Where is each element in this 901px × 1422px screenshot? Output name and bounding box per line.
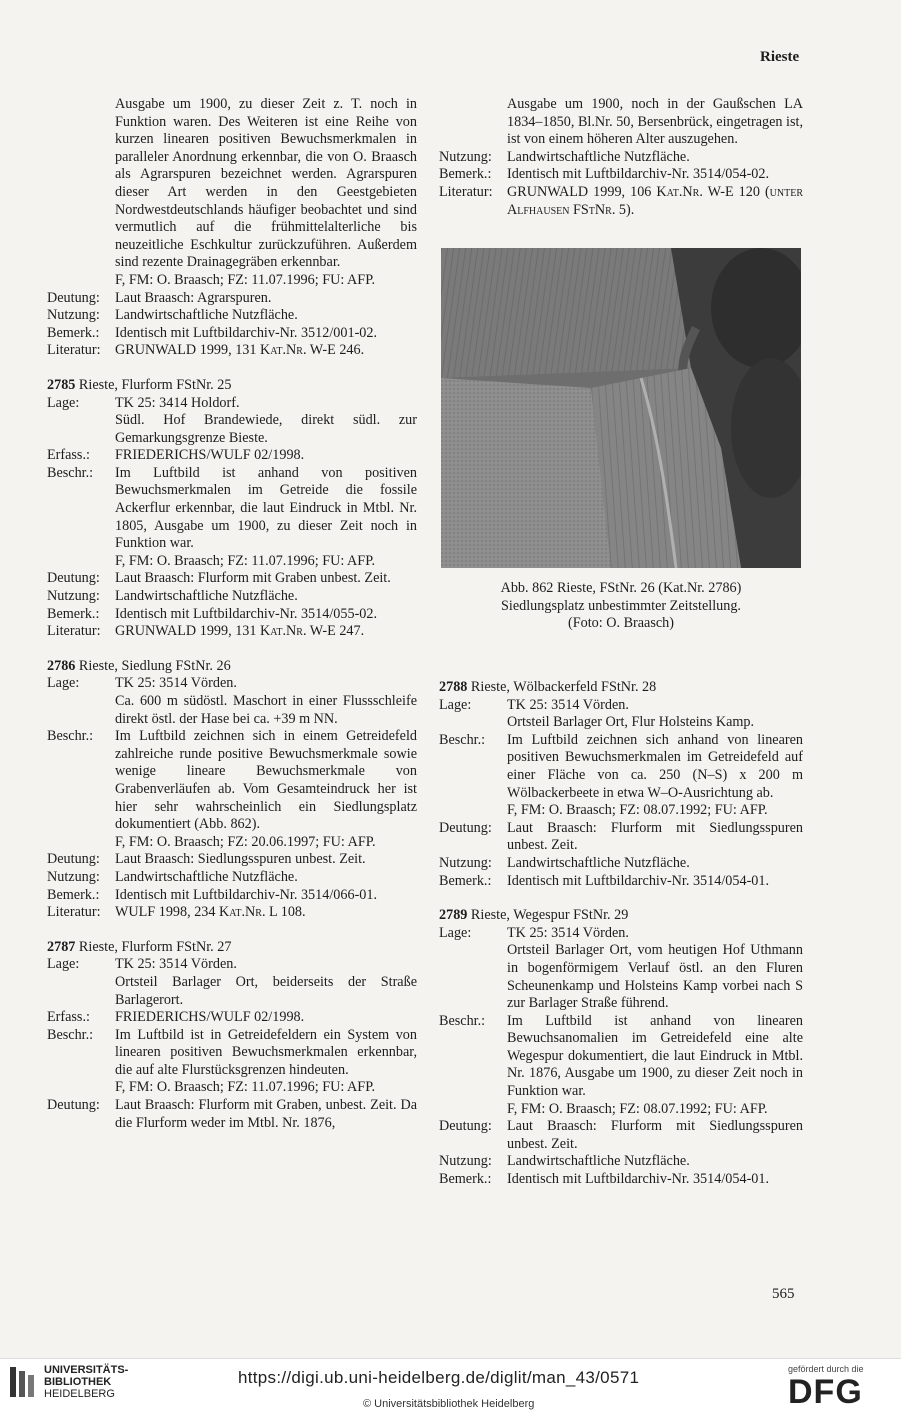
row-value: Im Luftbild ist anhand von linearen Bewuchsanomalien im Getreidefeld eine alte Wegespur dokumentiert, die laut Eindruck in Mtbl. Nr. 1876, Ausgabe um 1900, zu dieser Zeit noch in Funktion war. bbox=[507, 1012, 803, 1100]
row-label: Deutung: bbox=[439, 1118, 492, 1135]
row-label: Deutung: bbox=[47, 289, 100, 306]
entry-row bbox=[47, 675, 417, 693]
row-label: Deutung: bbox=[439, 819, 492, 836]
entry-row bbox=[47, 325, 417, 343]
row-label: Nutzung: bbox=[439, 1153, 492, 1170]
row-label: Literatur: bbox=[439, 183, 493, 200]
ub-line: BIBLIOTHEK bbox=[44, 1376, 112, 1388]
entry-row bbox=[47, 1009, 417, 1027]
row-label: Lage: bbox=[47, 675, 80, 692]
field-credit: F, FM: O. Braasch; FZ: 08.07.1992; FU: AFP. bbox=[507, 802, 768, 819]
field-credit: F, FM: O. Braasch; FZ: 08.07.1992; FU: AFP. bbox=[507, 1100, 768, 1117]
figure-caption bbox=[441, 580, 801, 633]
row-label: Beschr.: bbox=[47, 1026, 94, 1043]
row-label: Literatur: bbox=[47, 623, 101, 640]
row-label: Nutzung: bbox=[439, 148, 492, 165]
row-label: Nutzung: bbox=[439, 854, 492, 871]
entry-row bbox=[47, 956, 417, 974]
row-label: Bemerk.: bbox=[47, 886, 100, 903]
entry-number: 2787 bbox=[47, 938, 76, 955]
row-continuation: Ca. 600 m südöstl. Maschort in einer Flussschleife direkt östl. der Hase bei ca. +39 m NN. bbox=[115, 693, 417, 727]
entry-row bbox=[439, 820, 803, 855]
caption-line: Siedlungsplatz unbestimmter Zeitstellung. bbox=[501, 597, 741, 614]
entry-row bbox=[47, 290, 417, 308]
row-label: Deutung: bbox=[47, 851, 100, 868]
row-continuation: Ortsteil Barlager Ort, beiderseits der Straße Barlagerort. bbox=[115, 973, 417, 1008]
row-continuation: Ortsteil Barlager Ort, Flur Holsteins Kamp. bbox=[507, 714, 755, 731]
row-label: Deutung: bbox=[47, 570, 100, 587]
entry-row bbox=[47, 1097, 417, 1132]
row-value: Identisch mit Luftbildarchiv-Nr. 3514/055-02. bbox=[115, 605, 378, 622]
entry-heading-2787 bbox=[47, 939, 417, 957]
entry-row bbox=[439, 184, 803, 219]
ub-line: UNIVERSITÄTS- bbox=[44, 1364, 129, 1376]
row-value: Identisch mit Luftbildarchiv-Nr. 3514/054-02. bbox=[507, 166, 770, 183]
row-value: TK 25: 3514 Vörden. bbox=[507, 696, 629, 713]
row-value: Landwirtschaftliche Nutzfläche. bbox=[115, 307, 298, 324]
entry-row bbox=[439, 1153, 803, 1171]
row-label: Beschr.: bbox=[439, 1012, 486, 1029]
document-url[interactable]: https://digi.ub.uni-heidelberg.de/diglit/man_43/0571 bbox=[238, 1368, 640, 1387]
entry-row bbox=[47, 623, 417, 641]
row-value: Laut Braasch: Flurform mit Graben unbest. Zeit. bbox=[115, 570, 391, 587]
running-title: Rieste bbox=[760, 49, 800, 65]
entry-row bbox=[439, 149, 803, 167]
row-value: Laut Braasch: Agrarspuren. bbox=[115, 289, 272, 306]
entry-row bbox=[439, 166, 803, 184]
entry-row bbox=[47, 887, 417, 905]
field-credit: F, FM: O. Braasch; FZ: 11.07.1996; FU: AFP. bbox=[115, 1079, 376, 1096]
row-value: Im Luftbild zeichnen sich in einem Getreidefeld zahlreiche runde positive Bewuchsmerkmale sowie wenige lineare Bewuchsmerkmale von Grabenverläufen ab. Vom Gesamteindruck her ist hier sehr wahrscheinlich ein Siedlungsplatz dokumentiert (Abb. 862). bbox=[115, 728, 417, 833]
row-value: Landwirtschaftliche Nutzfläche. bbox=[115, 588, 298, 605]
row-label: Nutzung: bbox=[47, 307, 100, 324]
entry-heading-2785 bbox=[47, 377, 417, 395]
caption-line: Abb. 862 Rieste, FStNr. 26 (Kat.Nr. 2786) bbox=[500, 580, 742, 596]
right-column-top bbox=[439, 96, 803, 219]
row-value: TK 25: 3514 Vörden. bbox=[115, 675, 237, 692]
entry-title: Rieste, Wölbackerfeld FStNr. 28 bbox=[470, 679, 657, 695]
row-continuation: Südl. Hof Brandewiede, direkt südl. zur Gemarkungsgrenze Bieste. bbox=[115, 412, 417, 446]
entry-row bbox=[439, 873, 803, 891]
entry-row bbox=[439, 855, 803, 873]
row-value: FRIEDERICHS/WULF 02/1998. bbox=[115, 447, 305, 464]
entry-row bbox=[47, 570, 417, 588]
caption-line: (Foto: O. Braasch) bbox=[568, 615, 674, 632]
row-value: Laut Braasch: Flurform mit Siedlungsspuren unbest. Zeit. bbox=[507, 819, 803, 854]
entry-row bbox=[47, 728, 417, 834]
row-value: Im Luftbild ist anhand von positiven Bewuchsmerkmalen im Getreide die fossile Ackerflur erkennbar, die laut Eindruck in Mtbl. Nr. 1805, Ausgabe um 1900, zu dieser Zeit noch in Funktion war. bbox=[115, 464, 417, 552]
entry-row bbox=[47, 869, 417, 887]
row-value: GRUNWALD 1999, 131 Kat.Nr. W-E 247. bbox=[115, 623, 365, 640]
row-value: GRUNWALD 1999, 106 Kat.Nr. W-E 120 (unter Alfhausen FStNr. 5). bbox=[507, 183, 803, 218]
ub-logo-icon bbox=[8, 1365, 38, 1399]
entry-title: Rieste, Flurform FStNr. 25 bbox=[78, 376, 232, 393]
page-number: 565 bbox=[772, 1286, 795, 1302]
row-value: Laut Braasch: Flurform mit Graben, unbest. Zeit. Da die Flurform weder im Mtbl. Nr. 1876, bbox=[115, 1097, 417, 1131]
ub-heidelberg-logo[interactable] bbox=[8, 1364, 128, 1400]
entry-row bbox=[47, 588, 417, 606]
entry-row bbox=[47, 342, 417, 360]
row-label: Lage: bbox=[47, 394, 80, 411]
continued-text: Ausgabe um 1900, zu dieser Zeit z. T. noch in Funktion waren. Des Weiteren ist eine Reihe von kurzen linearen positiven Bewuchsmerkmalen in paralleler Anordnung erkennbar, die von O. Braasch als Agrarspuren bezeichnet werden. Agrarspuren dieser Art werden in den Geestgebieten Nordwestdeutschlands häufiger beobachtet und sind vermutlich auf die frühmittelalterliche bis neuzeitliche Eschkultur zurückzuführen. Außerdem sind rezente Drainagegräben erkennbar. bbox=[115, 96, 417, 271]
ub-logo-text bbox=[44, 1364, 128, 1400]
right-column-bottom bbox=[439, 662, 803, 1189]
row-value: Landwirtschaftliche Nutzfläche. bbox=[507, 854, 690, 871]
entry-row bbox=[439, 1013, 803, 1101]
continued-text: Ausgabe um 1900, noch in der Gaußschen LA 1834–1850, Bl.Nr. 50, Bersenbrück, eingetragen ist, ist von einem höheren Alter auszugehen. bbox=[507, 96, 803, 148]
entry-number: 2785 bbox=[47, 376, 76, 393]
entry-row bbox=[47, 904, 417, 922]
entry-row bbox=[47, 606, 417, 624]
row-value: Identisch mit Luftbildarchiv-Nr. 3514/054-01. bbox=[507, 1171, 770, 1188]
row-label: Lage: bbox=[439, 696, 472, 713]
entry-row bbox=[47, 465, 417, 553]
row-continuation: Ortsteil Barlager Ort, vom heutigen Hof Uthmann in bogenförmigem Verlauf östl. an den Fluren Scheunenkamp und Holsteins Kamp vorbei nach S zur Barlager Straße führend. bbox=[507, 942, 803, 1012]
row-label: Nutzung: bbox=[47, 868, 100, 885]
entry-title: Rieste, Flurform FStNr. 27 bbox=[78, 938, 232, 955]
row-value: GRUNWALD 1999, 131 Kat.Nr. W-E 246. bbox=[115, 342, 365, 359]
entry-row bbox=[439, 1118, 803, 1153]
entry-number: 2789 bbox=[439, 907, 468, 924]
entry-row bbox=[439, 732, 803, 802]
entry-number: 2786 bbox=[47, 657, 76, 674]
entry-number: 2788 bbox=[439, 679, 468, 695]
row-label: Literatur: bbox=[47, 342, 101, 359]
left-column bbox=[47, 96, 417, 1132]
row-value: WULF 1998, 234 Kat.Nr. L 108. bbox=[115, 904, 306, 921]
entry-heading-2786 bbox=[47, 658, 417, 676]
row-value: TK 25: 3414 Holdorf. bbox=[115, 394, 240, 411]
row-value: Landwirtschaftliche Nutzfläche. bbox=[115, 868, 298, 885]
dfg-tagline: gefördert durch die bbox=[788, 1364, 864, 1374]
row-value: TK 25: 3514 Vörden. bbox=[115, 956, 237, 973]
row-value: Im Luftbild ist in Getreidefeldern ein System von linearen positiven Bewuchsmerkmalen erkennbar, die auf alte Flurstücksgrenzen hindeuten. bbox=[115, 1026, 417, 1078]
row-value: FRIEDERICHS/WULF 02/1998. bbox=[115, 1009, 305, 1026]
row-value: Landwirtschaftliche Nutzfläche. bbox=[507, 1153, 690, 1170]
entry-heading-2789 bbox=[439, 907, 803, 925]
row-label: Bemerk.: bbox=[439, 1171, 492, 1188]
row-value: Identisch mit Luftbildarchiv-Nr. 3514/066-01. bbox=[115, 886, 378, 903]
aerial-photo-graphic bbox=[441, 248, 801, 568]
row-label: Lage: bbox=[439, 924, 472, 941]
dfg-logo[interactable] bbox=[788, 1364, 864, 1410]
row-label: Beschr.: bbox=[439, 731, 486, 748]
row-label: Literatur: bbox=[47, 904, 101, 921]
entry-row bbox=[47, 1027, 417, 1080]
row-label: Nutzung: bbox=[47, 588, 100, 605]
row-label: Beschr.: bbox=[47, 728, 94, 745]
row-value: TK 25: 3514 Vörden. bbox=[507, 924, 629, 941]
entry-row bbox=[439, 1171, 803, 1189]
ub-line: HEIDELBERG bbox=[44, 1388, 115, 1400]
entry-title: Rieste, Siedlung FStNr. 26 bbox=[78, 657, 231, 674]
entry-heading-2788 bbox=[439, 679, 803, 697]
row-label: Erfass.: bbox=[47, 1009, 90, 1026]
aerial-photo bbox=[441, 248, 801, 568]
entry-row bbox=[439, 697, 803, 715]
entry-title: Rieste, Wegespur FStNr. 29 bbox=[470, 907, 629, 924]
row-value: Identisch mit Luftbildarchiv-Nr. 3512/001-02. bbox=[115, 324, 378, 341]
row-label: Bemerk.: bbox=[47, 605, 100, 622]
row-value: Laut Braasch: Siedlungsspuren unbest. Zeit. bbox=[115, 851, 366, 868]
dfg-wordmark: DFG bbox=[788, 1373, 863, 1411]
row-value: Im Luftbild zeichnen sich anhand von linearen positiven Bewuchsmerkmalen im Getreidefeld auf einer Fläche von ca. 250 (N–S) x 200 m Wölbackerbeete in etwa W–O-Ausrichtung ab. bbox=[507, 731, 803, 801]
row-value: Laut Braasch: Flurform mit Siedlungsspuren unbest. Zeit. bbox=[507, 1118, 803, 1152]
row-label: Beschr.: bbox=[47, 464, 94, 481]
row-label: Bemerk.: bbox=[439, 872, 492, 889]
entry-row bbox=[439, 925, 803, 943]
field-credit: F, FM: O. Braasch; FZ: 20.06.1997; FU: AFP. bbox=[115, 833, 376, 850]
entry-row bbox=[47, 851, 417, 869]
row-value: Identisch mit Luftbildarchiv-Nr. 3514/054-01. bbox=[507, 872, 770, 889]
row-value: Landwirtschaftliche Nutzfläche. bbox=[507, 148, 690, 165]
row-label: Bemerk.: bbox=[439, 166, 492, 183]
field-credit: F, FM: O. Braasch; FZ: 11.07.1996; FU: AFP. bbox=[115, 271, 376, 288]
row-label: Erfass.: bbox=[47, 447, 90, 464]
entry-row bbox=[47, 395, 417, 413]
field-credit: F, FM: O. Braasch; FZ: 11.07.1996; FU: AFP. bbox=[115, 552, 376, 569]
entry-row bbox=[47, 307, 417, 325]
copyright-notice: © Universitätsbibliothek Heidelberg bbox=[363, 1398, 535, 1410]
row-label: Deutung: bbox=[47, 1097, 100, 1114]
row-label: Lage: bbox=[47, 956, 80, 973]
row-label: Bemerk.: bbox=[47, 324, 100, 341]
entry-row bbox=[47, 447, 417, 465]
